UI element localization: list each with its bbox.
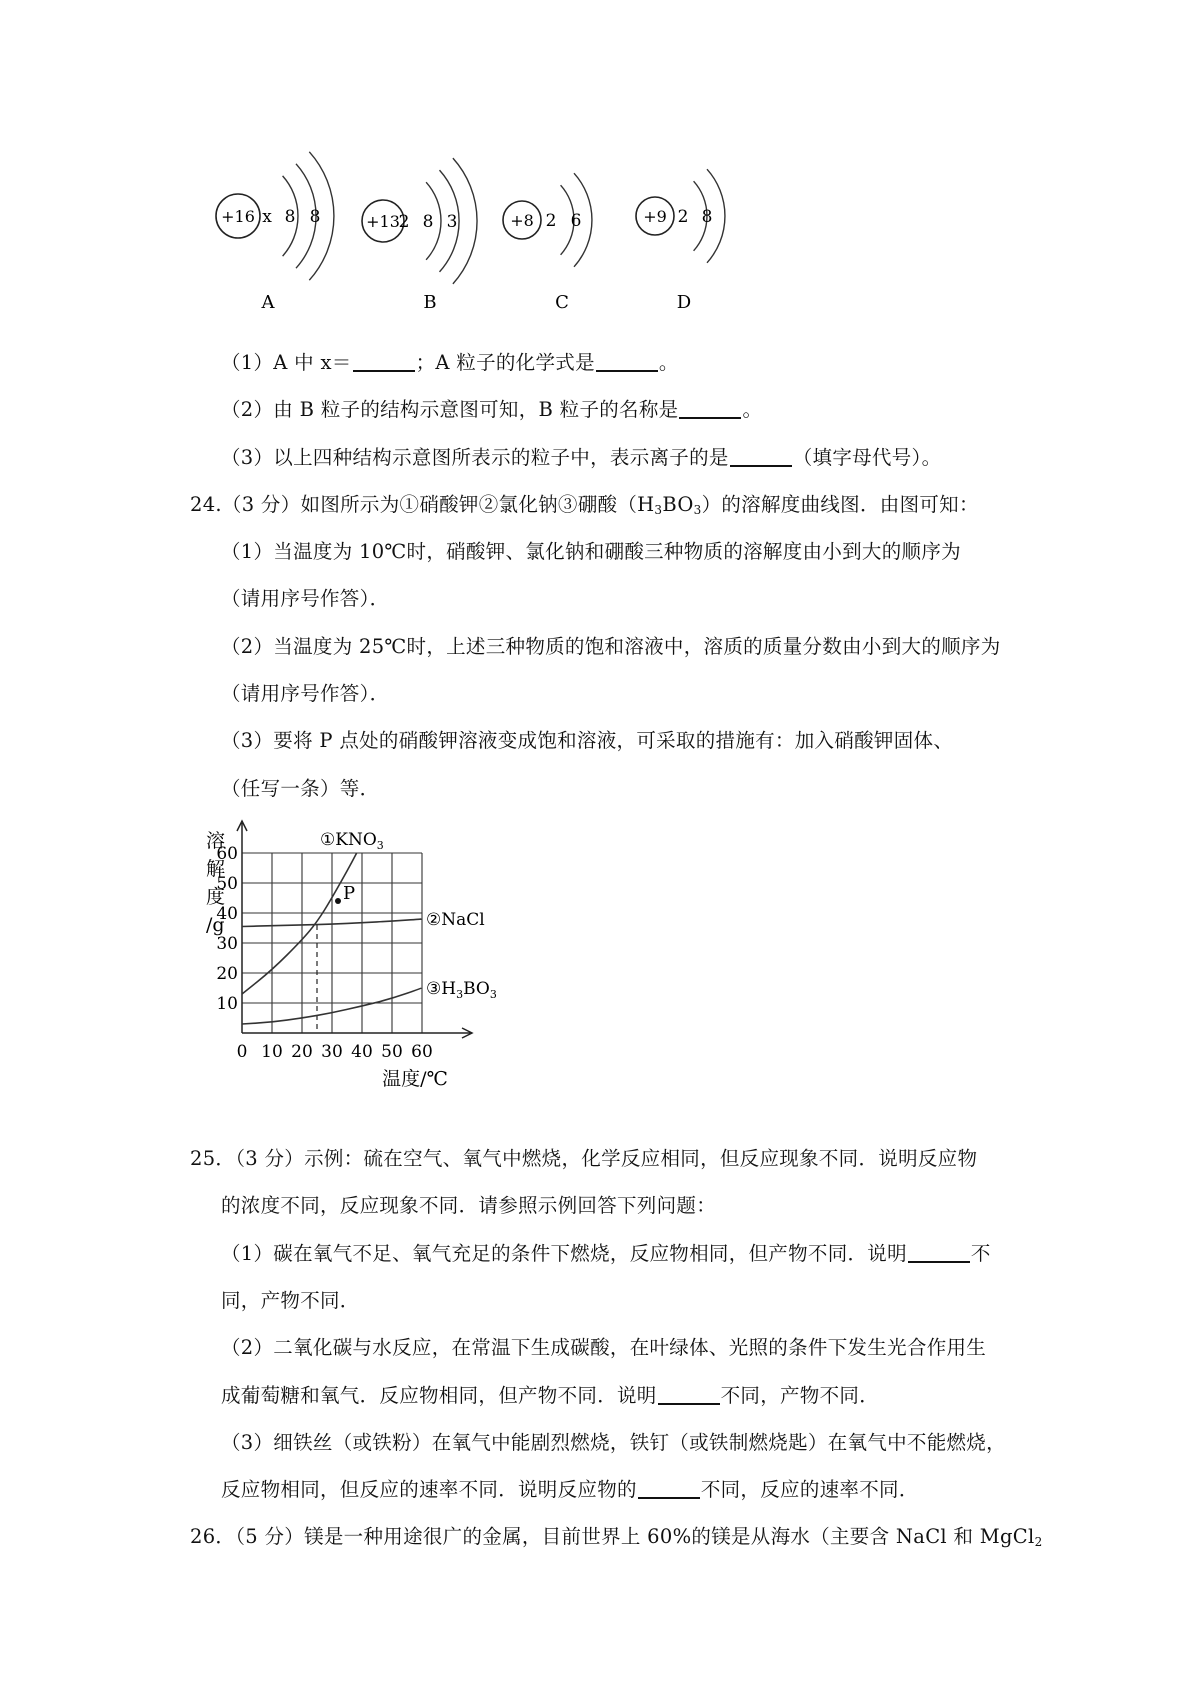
particle-d xyxy=(636,169,725,313)
q25-sub2-line2: 成葡萄糖和氧气．反应物相同，但产物不同．说明 不同，产物不同． xyxy=(221,1384,880,1407)
q25-sub3-line2: 反应物相同，但反应的速率不同．说明反应物的 不同，反应的速率不同． xyxy=(221,1478,919,1501)
particle-label: A xyxy=(261,292,275,313)
y-axis-label-char: /g xyxy=(206,914,225,936)
q25-stem-line2: 的浓度不同，反应现象不同．请参照示例回答下列问题： xyxy=(221,1194,717,1217)
nucleus-charge: +16 xyxy=(221,207,255,226)
particle-a xyxy=(216,152,334,313)
particle-c xyxy=(503,173,592,313)
y-tick-label: 10 xyxy=(216,994,238,1014)
nucleus-charge: +9 xyxy=(643,207,667,226)
shell-electron-count: 6 xyxy=(570,211,582,231)
shell-electron-count: 8 xyxy=(701,207,713,227)
q23-sub2: （2）由 B 粒子的结构示意图可知，B 粒子的名称是 。 xyxy=(221,398,763,421)
q24-sub1-line1: （1）当温度为 10℃时，硝酸钾、氯化钠和硼酸三种物质的溶解度由小到大的顺序为 xyxy=(221,540,961,563)
answer-blank[interactable] xyxy=(679,397,741,419)
x-tick-label: 20 xyxy=(291,1042,313,1062)
shell-electron-count: 2 xyxy=(398,212,410,232)
y-tick-label: 20 xyxy=(216,964,238,984)
atom-structure-diagrams xyxy=(0,120,1200,350)
x-axis-label: 温度/℃ xyxy=(382,1068,448,1090)
shell-electron-count: 8 xyxy=(284,207,296,227)
q23-sub1: （1）A 中 x＝ ；A 粒子的化学式是 。 xyxy=(221,351,679,374)
y-axis-label-char: 溶 xyxy=(206,830,226,852)
q23-sub3: （3）以上四种结构示意图所表示的粒子中，表示离子的是 （填字母代号）。 xyxy=(221,446,942,469)
particle-label: B xyxy=(423,292,437,313)
shell-electron-count: 2 xyxy=(677,207,689,227)
shell-electron-count: 8 xyxy=(422,212,434,232)
q24-sub2-line1: （2）当温度为 25℃时，上述三种物质的饱和溶液中，溶质的质量分数由小到大的顺序为 xyxy=(221,635,1001,658)
chart-grid xyxy=(242,853,422,1033)
x-tick-label: 30 xyxy=(321,1042,343,1062)
shell-electron-count: 2 xyxy=(545,211,557,231)
q24-stem: 24.（3 分）如图所示为①硝酸钾②氯化钠③硼酸$(H_3BO_3)$的溶解度曲线图．由图可知： xyxy=(190,493,979,517)
q25-sub2-line1: （2）二氧化碳与水反应，在常温下生成碳酸，在叶绿体、光照的条件下发生光合作用生 xyxy=(221,1336,987,1359)
y-tick-label: 50 xyxy=(216,874,238,894)
x-tick-label: 50 xyxy=(381,1042,403,1062)
y-tick-label: 30 xyxy=(216,934,238,954)
point-p-label: P xyxy=(343,883,356,904)
particle-b xyxy=(362,158,477,313)
series-label-h3bo3: $③H_3BO_3$ xyxy=(426,979,497,1001)
y-tick-label: 60 xyxy=(216,844,238,864)
nucleus-charge: +8 xyxy=(510,211,534,230)
q25-stem-line1: 25．（3 分）示例：硫在空气、氧气中燃烧，化学反应相同，但反应现象不同．说明反应物 xyxy=(190,1147,978,1170)
q25-sub1-line1: （1）碳在氧气不足、氧气充足的条件下燃烧，反应物相同，但产物不同．说明 不 xyxy=(221,1242,991,1265)
x-tick-label: 40 xyxy=(351,1042,373,1062)
solubility-chart xyxy=(200,815,560,1125)
particle-label: D xyxy=(676,292,692,313)
answer-blank[interactable] xyxy=(908,1241,970,1263)
answer-blank[interactable] xyxy=(353,350,415,372)
x-tick-label: 0 xyxy=(236,1042,248,1062)
series-label-kno3: $①KNO_3$ xyxy=(320,830,384,852)
q26-stem-line1: 26．（5 分）镁是一种用途很广的金属，目前世界上 60%的镁是从海水（主要含 NaCl 和 MgCl$_2$ xyxy=(190,1525,1043,1549)
q25-sub1-line2: 同，产物不同． xyxy=(221,1289,360,1312)
nucleus-charge: +13 xyxy=(366,212,400,231)
answer-blank[interactable] xyxy=(730,445,792,467)
q25-sub3-line1: （3）细铁丝（或铁粉）在氧气中能剧烈燃烧，铁钉（或铁制燃烧匙）在氧气中不能燃烧， xyxy=(221,1431,1006,1454)
answer-blank[interactable] xyxy=(638,1477,700,1499)
q24-sub1-line2: （请用序号作答）． xyxy=(221,587,390,610)
y-axis-label-char: 度 xyxy=(206,886,226,908)
point-p-marker xyxy=(335,898,341,904)
x-tick-label: 10 xyxy=(261,1042,283,1062)
q24-sub2-line2: （请用序号作答）． xyxy=(221,682,390,705)
shell-electron-count: x xyxy=(262,207,272,227)
x-tick-label: 60 xyxy=(411,1042,433,1062)
y-axis-label-char: 解 xyxy=(206,858,226,880)
shell-electron-count: 8 xyxy=(309,207,321,227)
answer-blank[interactable] xyxy=(658,1383,720,1405)
y-tick-label: 40 xyxy=(216,904,238,924)
series-label-nacl: ②NaCl xyxy=(426,910,485,930)
shell-electron-count: 3 xyxy=(446,212,458,232)
q24-sub3-line2: （任写一条）等． xyxy=(221,777,380,800)
answer-blank[interactable] xyxy=(596,350,658,372)
particle-label: C xyxy=(555,292,569,313)
q24-sub3-line1: （3）要将 P 点处的硝酸钾溶液变成饱和溶液，可采取的措施有：加入硝酸钾固体、 xyxy=(221,729,954,752)
